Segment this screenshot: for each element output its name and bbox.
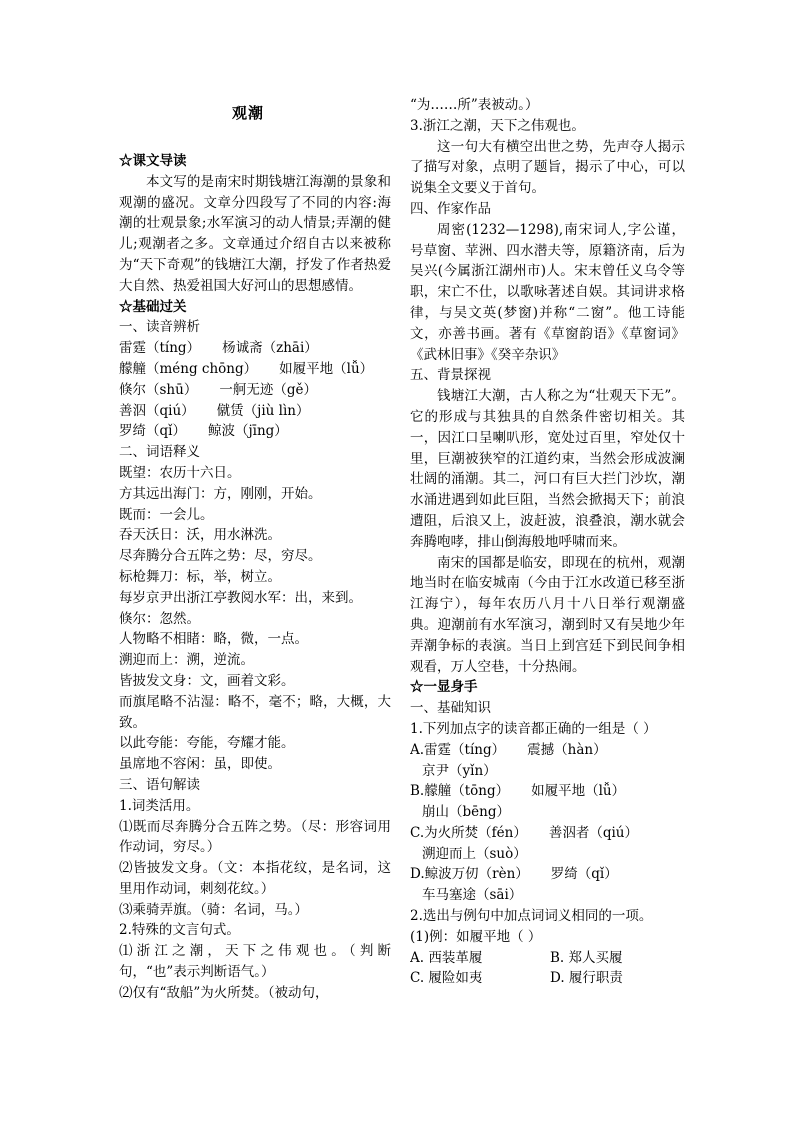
option-item: 崩山（bēng） — [422, 804, 510, 821]
pron-item: 如履平地（lǚ） — [279, 360, 374, 377]
sentence-item: 3.浙江之潮，天下之伟观也。 — [410, 117, 585, 134]
option-item: D.鲸波万仞（rèn） — [410, 866, 529, 883]
definition-item: 倏尔：忽然。 — [119, 610, 200, 627]
intro-heading: ☆课文导读 — [119, 153, 187, 169]
option-item: 善泅者（qiú） — [548, 824, 638, 841]
option-row — [410, 844, 685, 865]
pron-row — [119, 359, 391, 380]
pron-item: 倏尔（shū） — [119, 381, 198, 398]
right-column — [410, 95, 685, 989]
definition-item: 既望：农历十六日。 — [119, 464, 241, 481]
section-basic-knowledge: 一、基础知识 — [410, 700, 491, 717]
pron-item: 僦赁（jiù lìn） — [216, 402, 310, 419]
option-item: 京尹（yǐn） — [422, 762, 497, 779]
question-2-1: (1)例：如履平地（ ） — [410, 928, 542, 945]
option-item: 震撼（hàn） — [527, 741, 607, 758]
section-background: 五、背景探视 — [410, 367, 491, 384]
option-row — [410, 823, 685, 844]
section-sentences: 三、语句解读 — [119, 776, 200, 793]
definition-item: 吞天沃日：沃，用水淋洗。 — [119, 527, 281, 544]
definition-item: 尽奔腾分合五阵之势：尽，穷尽。 — [119, 548, 322, 565]
option-row — [410, 885, 685, 906]
option-item: A.雷霆（tíng） — [410, 741, 506, 758]
pron-row — [119, 338, 391, 359]
subsection-title: 1.词类活用。 — [119, 797, 200, 814]
document-title: 观潮 — [232, 104, 265, 122]
option-item: 罗绮（qǐ） — [550, 866, 618, 883]
intro-paragraph: 本文写的是南宋时期钱塘江海潮的景象和观潮的盛况。文章分四段写了不同的内容:海潮的壮观景象;水军演习的动人情景;弄潮的健儿;观潮者之多。文章通过介绍自古以来被称为“天下奇观”的钱塘江大潮，抒发了作者热爱大自然、热爱祖国大好河山的思想感情。 — [119, 173, 391, 294]
option-item: 溯迎而上（suò） — [422, 845, 527, 862]
pron-item: 艨艟（méng chōng） — [119, 360, 258, 377]
sentence-item: ⑴浙江之潮，天下之伟观也。（判断句，“也”表示判断语气。） — [119, 943, 391, 981]
pron-item: 罗绮（qǐ） — [119, 423, 186, 440]
sentence-explanation: 这一句大有横空出世之势，先声夺人揭示了描写对象，点明了题旨，揭示了中心，可以说集全文要义于首句。 — [410, 138, 685, 197]
pron-item: 杨诚斋（zhāi） — [222, 340, 318, 357]
option-row — [410, 864, 685, 885]
pron-row — [119, 421, 391, 442]
option-item: B. 郑人买履 — [550, 949, 623, 966]
pron-item: 鲸波（jīng） — [207, 423, 288, 440]
definition-item: 既而：一会儿。 — [119, 506, 214, 523]
subsection-title: 2.特殊的文言句式。 — [119, 922, 240, 939]
option-item: A. 西装革履 — [410, 949, 483, 966]
option-row — [410, 761, 685, 782]
option-row — [410, 948, 685, 969]
question-1: 1.下列加点字的读音都正确的一组是（ ） — [410, 720, 657, 737]
definition-item: 人物略不相睹：略，微，一点。 — [119, 631, 308, 648]
definition-item: 标枪舞刀：标，举，树立。 — [119, 568, 281, 585]
option-row — [410, 781, 685, 802]
basics-heading: ☆基础过关 — [119, 298, 187, 315]
sentence-item: ⑵皆披发文身。（文：本指花纹，是名词，这里用作动词，刺刻花纹。） — [119, 860, 391, 897]
section-definitions: 二、词语释义 — [119, 444, 200, 461]
definition-item: 而旗尾略不沾湿：略不，毫不；略，大概，大致。 — [119, 693, 391, 731]
author-paragraph: 周密(1232—1298),南宋词人,字公谨，号草窗、苹洲、四水潜夫等，原籍济南，后为吴兴(今属浙江湖州市)人。宋末曾任义乌令等职，宋亡不仕，以歌咏著述自娱。其词讲求格律，与吴文英(梦窗)并称“二窗”。他工诗能文，亦善书画。著有《草窗韵语》《草窗词》《武林旧事》《癸辛杂识》 — [410, 221, 685, 363]
definition-item: 以此夸能：夸能，夸耀才能。 — [119, 735, 295, 752]
sentence-item: ⑵仅有“敌船”为火所焚。（被动句， — [119, 984, 329, 1001]
pron-item: 雷霆（tíng） — [119, 340, 201, 357]
pron-row — [119, 380, 391, 401]
option-row — [410, 968, 685, 989]
option-item: C.为火所焚（fén） — [410, 824, 527, 841]
background-paragraph: 钱塘江大潮，古人称之为“壮观天下无”。它的形成与其独具的自然条件密切相关。其一，因江口呈喇叭形，宽处过百里，窄处仅十里，巨潮被狭窄的江道约束，当然会形成波澜壮阔的涌潮。其二，河口有巨大拦门沙坎，潮水涌进遇到如此巨阻，当然会掀揭天下；前浪遭阻，后浪又上，波赶波，浪叠浪，潮水就会奔腾咆哮，排山倒海般地呼啸而来。 — [410, 388, 685, 550]
sentence-item: ⑴既而尽奔腾分合五阵之势。（尽：形容词用作动词，穷尽。） — [119, 818, 391, 856]
definition-item: 方其远出海门：方，刚刚，开始。 — [119, 485, 322, 502]
option-item: 车马塞途（sāi） — [422, 887, 523, 904]
pron-item: 善泅（qiú） — [119, 402, 195, 419]
option-item: D. 履行职责 — [550, 970, 623, 987]
option-item: B.艨艟（tōng） — [410, 783, 510, 800]
option-item: C. 履险如夷 — [410, 970, 483, 987]
left-column — [119, 151, 391, 1004]
definition-item: 虽席地不容闲：虽，即使。 — [119, 756, 281, 773]
sentence-item: ⑶乘骑弄旗。（骑：名词，马。） — [119, 901, 308, 918]
definition-item: 溯迎而上：溯，逆流。 — [119, 652, 254, 669]
pron-item: 一舸无迹（gě） — [219, 381, 317, 398]
background-paragraph: 南宋的国都是临安，即现在的杭州，观潮地当时在临安城南（今由于江水改道已移至浙江海宁），每年农历八月十八日举行观潮盛典。迎潮前有水军演习，潮到时又有吴地少年弄潮争标的表演。当日上到宫廷下到民间争相观看，万人空巷，十分热闹。 — [410, 554, 685, 675]
option-row — [410, 802, 685, 823]
definition-item: 每岁京尹出浙江亭教阅水军：出，来到。 — [119, 589, 362, 606]
section-pronunciation: 一、读音辨析 — [119, 319, 200, 336]
definition-item: 皆披发文身：文，画着文彩。 — [119, 672, 295, 689]
exercise-heading: ☆一显身手 — [410, 679, 478, 696]
question-2: 2.选出与例句中加点词词义相同的一项。 — [410, 908, 653, 925]
option-row — [410, 740, 685, 761]
section-author: 四、作家作品 — [410, 200, 491, 217]
option-item: 如履平地（lǚ） — [531, 783, 626, 800]
pron-row — [119, 401, 391, 422]
continued-line: “为……所”表被动。） — [410, 97, 539, 113]
